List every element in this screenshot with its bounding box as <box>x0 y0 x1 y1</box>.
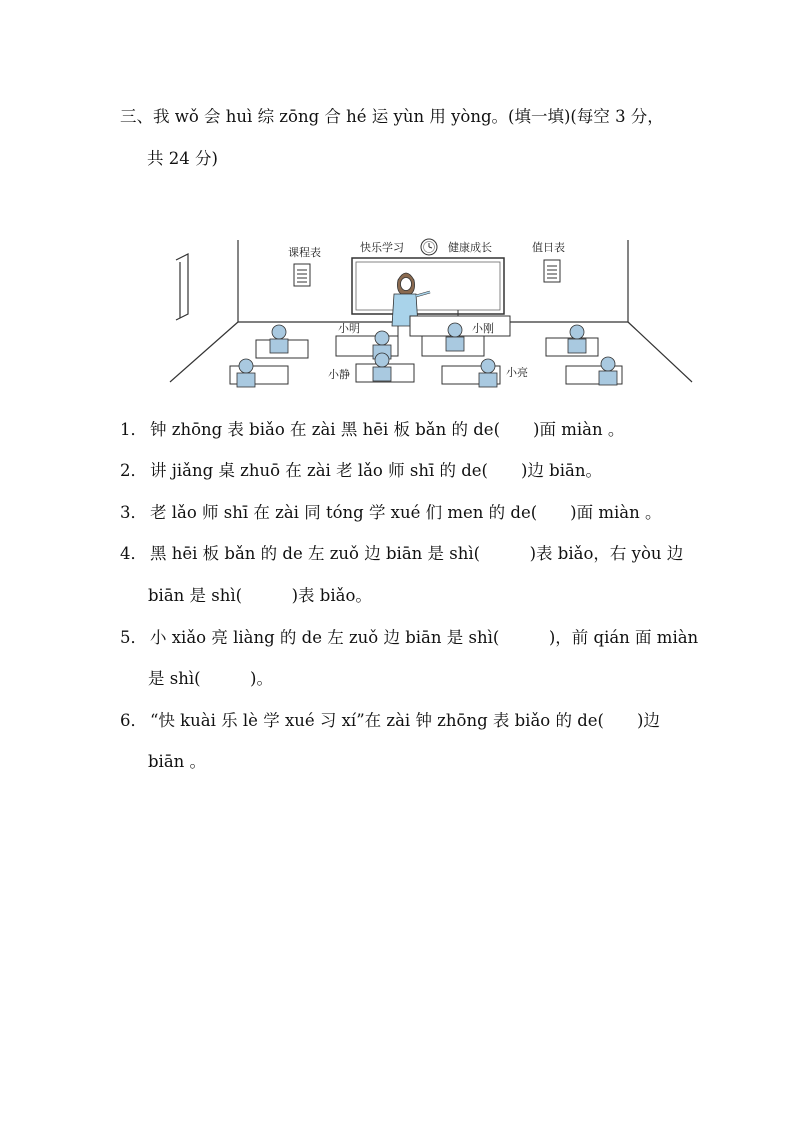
question-text: 黑 hēi 板 bǎn 的 de 左 zuǒ 边 biān 是 shì( )表 biǎo，右 yòu 边 <box>150 544 684 563</box>
question-text: 老 lǎo 师 shī 在 zài 同 tóng 学 xué 们 men 的 de( )面 miàn 。 <box>150 503 662 522</box>
question-number: 1． <box>120 420 147 439</box>
label-schedule-right: 值日表 <box>532 241 565 254</box>
schedule-board-left <box>294 264 310 286</box>
question-4-continued: biān 是 shì( )表 biǎo。 <box>148 586 372 605</box>
question-4 <box>120 544 683 564</box>
question-5-continued: 是 shì( )。 <box>148 669 273 688</box>
blackboard <box>352 258 504 314</box>
question-number: 2． <box>120 461 147 480</box>
schedule-board-right <box>544 260 560 282</box>
question-6-continued: biān 。 <box>148 752 207 771</box>
question-text: 讲 jiǎng 桌 zhuō 在 zài 老 lǎo 师 shī 的 de( )边 biān。 <box>150 461 602 480</box>
question-2 <box>120 461 602 481</box>
question-text: 钟 zhōng 表 biǎo 在 zài 黑 hēi 板 bǎn 的 de( )面 miàn 。 <box>150 420 625 439</box>
label-xiaogang: 小刚 <box>472 322 494 335</box>
label-banner-left: 快乐学习 <box>360 241 404 254</box>
section-title: 三、我 wǒ 会 huì 综 zōng 合 hé 运 yùn 用 yòng。(填一填)(每空 3 分， <box>120 107 664 126</box>
label-schedule-left: 课程表 <box>288 246 321 259</box>
label-xiaoming: 小明 <box>338 322 360 335</box>
question-1 <box>120 420 624 440</box>
question-6 <box>120 711 660 731</box>
question-5 <box>120 628 698 648</box>
question-text: 小 xiǎo 亮 liàng 的 de 左 zuǒ 边 biān 是 shì( )，前 qián 面 miàn <box>150 628 699 647</box>
question-text: “快 kuài 乐 lè 学 xué 习 xí”在 zài 钟 zhōng 表 biǎo 的 de( )边 <box>150 711 660 730</box>
clock-icon <box>421 239 437 255</box>
label-xiaoliang: 小亮 <box>506 366 528 379</box>
question-3 <box>120 503 661 523</box>
question-number: 3． <box>120 503 147 522</box>
question-number: 6． <box>120 711 147 730</box>
question-number: 5． <box>120 628 147 647</box>
label-banner-right: 健康成长 <box>448 241 492 254</box>
classroom-illustration <box>166 232 694 390</box>
label-xiaojing: 小静 <box>328 368 350 381</box>
question-number: 4． <box>120 544 147 563</box>
section-title-continued: 共 24 分) <box>147 149 218 168</box>
